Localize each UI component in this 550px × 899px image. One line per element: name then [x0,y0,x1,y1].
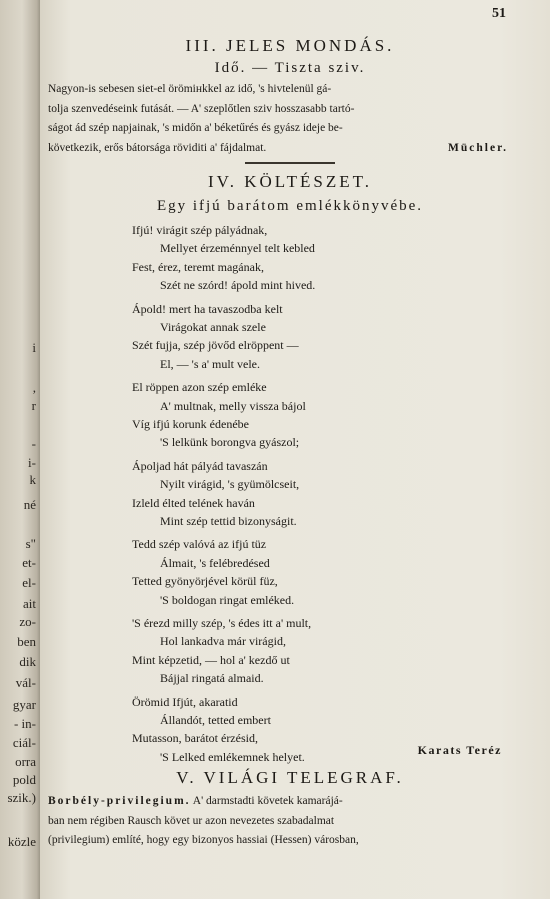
margin-word: s" [25,536,36,551]
poem-line: Örömid Ifjút, akaratid [132,694,238,709]
poem-line: Tetted gyönyörjével körül füz, [132,574,278,589]
poem-line: Mint szép tettid bizonyságit. [160,514,297,528]
poem-line: Víg ifjú korunk édenébe [132,417,249,431]
poem-line: Izleld élted telének haván [132,495,255,510]
section4-subtitle: Egy ifjú barátom emlékkönyvébe. [156,198,424,214]
margin-word: , [32,380,36,395]
section-divider [245,162,335,164]
section3-text [48,80,518,158]
margin-word: gyar [12,697,36,712]
margin-word: dik [19,654,36,669]
margin-word: szik.) [7,790,36,805]
section4-title: IV. KÖLTÉSZET. [208,172,372,191]
margin-word: ciál- [12,735,36,750]
margin-word: k [29,472,36,487]
prose-line: ságot ád szép napjainak, 's midőn a' béketűrés és gyász ideje be- [48,122,343,134]
section3-subtitle: Idő. — Tiszta sziv. [214,60,366,76]
poem-line: Bájjal ringatá almaid. [160,671,264,686]
section5-text [48,792,518,851]
poem-line: Hol lankadva már virágid, [160,634,286,649]
margin-word: i- [28,455,36,470]
margin-word: r [31,398,36,413]
page-number: 51 [492,6,506,21]
poem-line: Ifjú! virágit szép pályádnak, [132,223,268,237]
poem-line: El, — 's a' mult vele. [160,356,260,371]
margin-word: pold [12,772,36,787]
book-page [40,0,550,899]
left-page-margin [0,0,40,899]
prose-line: következik, erős bátorsága röviditi a' fájdalmat. Müchler. [48,139,518,159]
prose-line: Borbély-privilegium. A' darmstadti követek kamarájá- [48,795,343,807]
poem-line: Fest, érez, teremt magának, [132,259,264,274]
poem-line: Mutasson, barátot érzésid, [132,731,258,746]
margin-word: ait [23,596,36,611]
prose-line: tolja szenvedéseink futását. — A' szeplőtlen sziv hosszasabb tartó- [48,102,355,115]
margin-word: el- [22,575,36,590]
poem-line: Tedd szép valóvá az ifjú tüz [132,537,267,552]
poem-line: Virágokat annak szele [160,320,266,334]
prose-line: ban nem régiben Rausch követ ur azon nevezetes szabadalmat [48,814,335,827]
poem-line: Nyilt virágid, 's gyümölcseit, [160,477,300,492]
poem-line: El röppen azon szép emléke [132,380,267,395]
poem-line: Szét ne szórd! ápold mint hived. [160,278,316,293]
poem-line: 'S érezd milly szép, 's édes itt a' mult, [132,616,312,630]
margin-word: - [31,436,36,451]
margin-word: i [32,340,36,355]
poem-line: Álmait, 's felébredésed [160,555,270,570]
poem-line: Mellyet érzeménnyel telt kebled [160,241,315,256]
poem-author: Karats Teréz [417,743,502,757]
margin-word: orra [15,754,36,769]
poem-line: 'S boldogan ringat emléked. [160,592,295,607]
section5-title: V. VILÁGI TELEGRAF. [176,768,404,787]
margin-word: vál- [15,675,36,690]
poem-line: Állandót, tetted embert [160,713,271,727]
poem-line: Ápoljad hát pályád tavaszán [132,458,268,473]
section3-title: III. JELES MONDÁS. [185,36,395,55]
poem-line: Ápold! mert ha tavaszodba kelt [132,301,283,316]
margin-word: et- [22,555,36,570]
margin-word: zo- [19,614,36,629]
poem-line: 'S lelkünk borongva gyászol; [160,435,300,450]
margin-word: ben [17,634,36,649]
poem-line: 'S Lelked emlékemnek helyet. [160,749,305,764]
prose-line: Nagyon-is sebesen siet-el örömінkkel az idő, 's hivtelenül gá- [48,83,332,95]
poem-line: Mint képzetid, — hol a' kezdő ut [132,652,290,667]
margin-word: né [23,497,36,512]
poem-line: A' multnak, melly vissza bájol [160,398,306,413]
prose-line: (privilegium) említé, hogy egy bizonyos hassiai (Hessen) városban, [48,834,359,846]
margin-word: közle [7,834,36,849]
poem-line: Szét fujja, szép jövőd elröppent — [132,338,299,353]
section3-author: Müchler. [448,141,508,154]
margin-word: - in- [13,716,36,731]
